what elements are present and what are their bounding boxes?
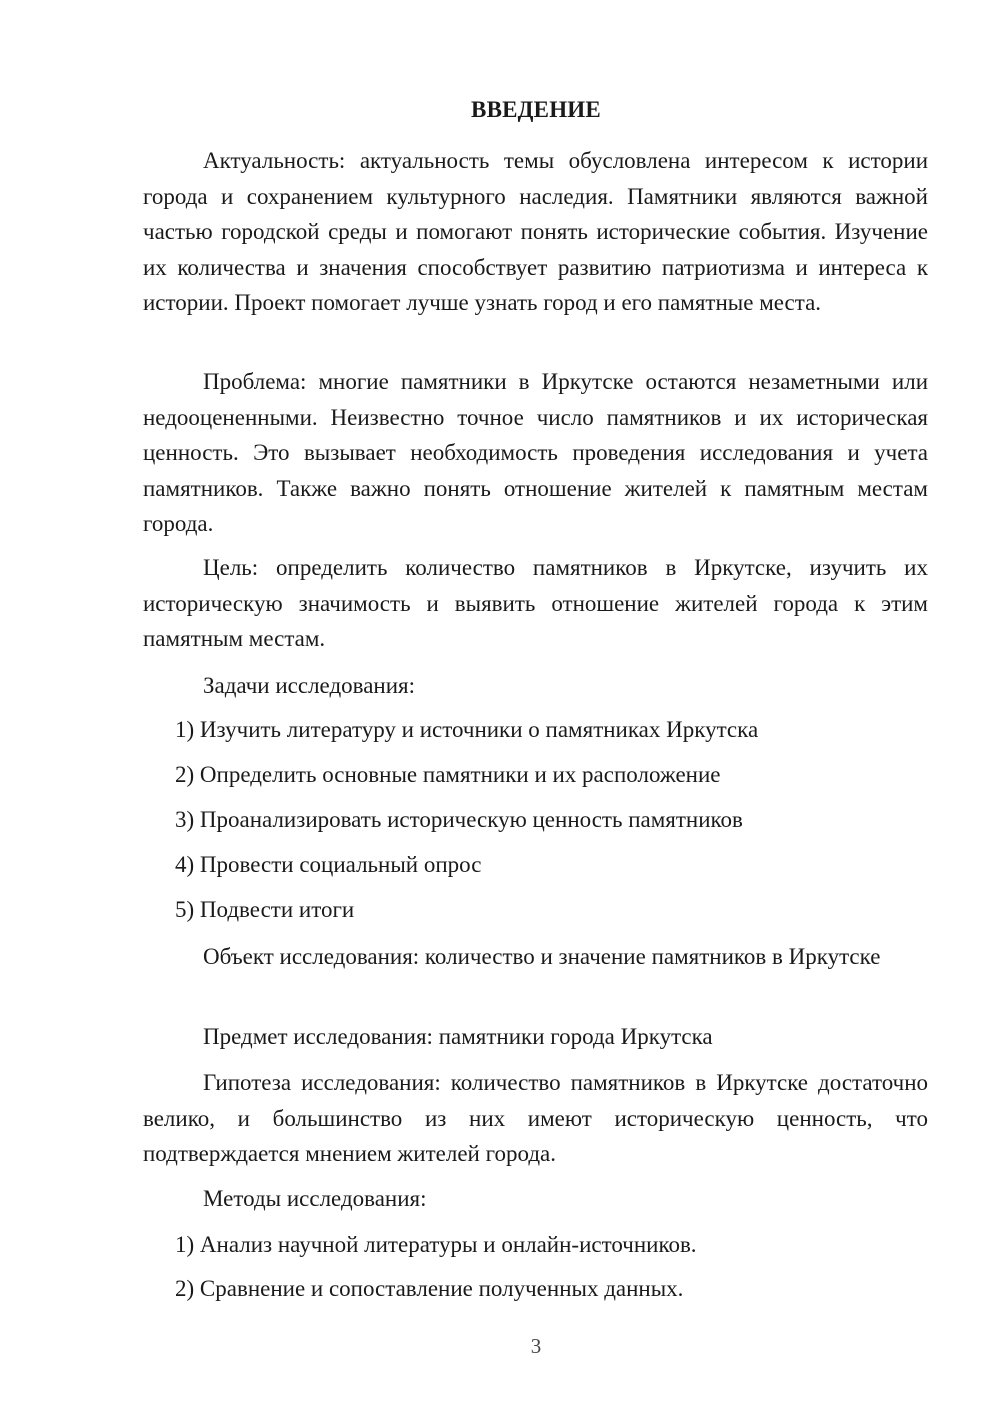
- method-item-2: 2) Сравнение и сопоставление полученных данных.: [175, 1276, 684, 1301]
- task-item-2: 2) Определить основные памятники и их расположение: [175, 762, 721, 787]
- paragraph-problem: Проблема: многие памятники в Иркутске остаются незаметными или недооцененными. Неизвестно точное число памятников и их историческая ценность. Это вызывает необходимость проведения исследования и учета памятников. Также важно понять отношение жителей к памятным местам города.: [143, 369, 928, 536]
- page-number: 3: [530, 1334, 542, 1358]
- tasks-heading: Задачи исследования:: [203, 673, 416, 698]
- task-item-5: 5) Подвести итоги: [175, 897, 355, 922]
- task-item-1: 1) Изучить литературу и источники о памятниках Иркутска: [175, 717, 759, 742]
- paragraph-subject: Предмет исследования: памятники города Иркутска: [203, 1024, 713, 1049]
- paragraph-object: Объект исследования: количество и значение памятников в Иркутске: [203, 944, 881, 969]
- section-title: ВВЕДЕНИЕ: [471, 97, 601, 122]
- paragraph-relevance: Актуальность: актуальность темы обусловлена интересом к истории города и сохранением культурного наследия. Памятники являются важной частью городской среды и помогают понять исторические события. Изучение их количества и значения способствует развитию патриотизма и интереса к истории. Проект помогает лучше узнать город и его памятные места.: [143, 148, 928, 315]
- method-item-1: 1) Анализ научной литературы и онлайн-источников.: [175, 1232, 697, 1257]
- paragraph-goal: Цель: определить количество памятников в Иркутске, изучить их историческую значимость и выявить отношение жителей города к этим памятным местам.: [143, 555, 928, 651]
- task-item-3: 3) Проанализировать историческую ценность памятников: [175, 807, 743, 832]
- methods-heading: Методы исследования:: [203, 1186, 427, 1211]
- task-item-4: 4) Провести социальный опрос: [175, 852, 482, 877]
- paragraph-hypothesis: Гипотеза исследования: количество памятников в Иркутске достаточно велико, и большинство из них имеют историческую ценность, что подтверждается мнением жителей города.: [143, 1070, 928, 1166]
